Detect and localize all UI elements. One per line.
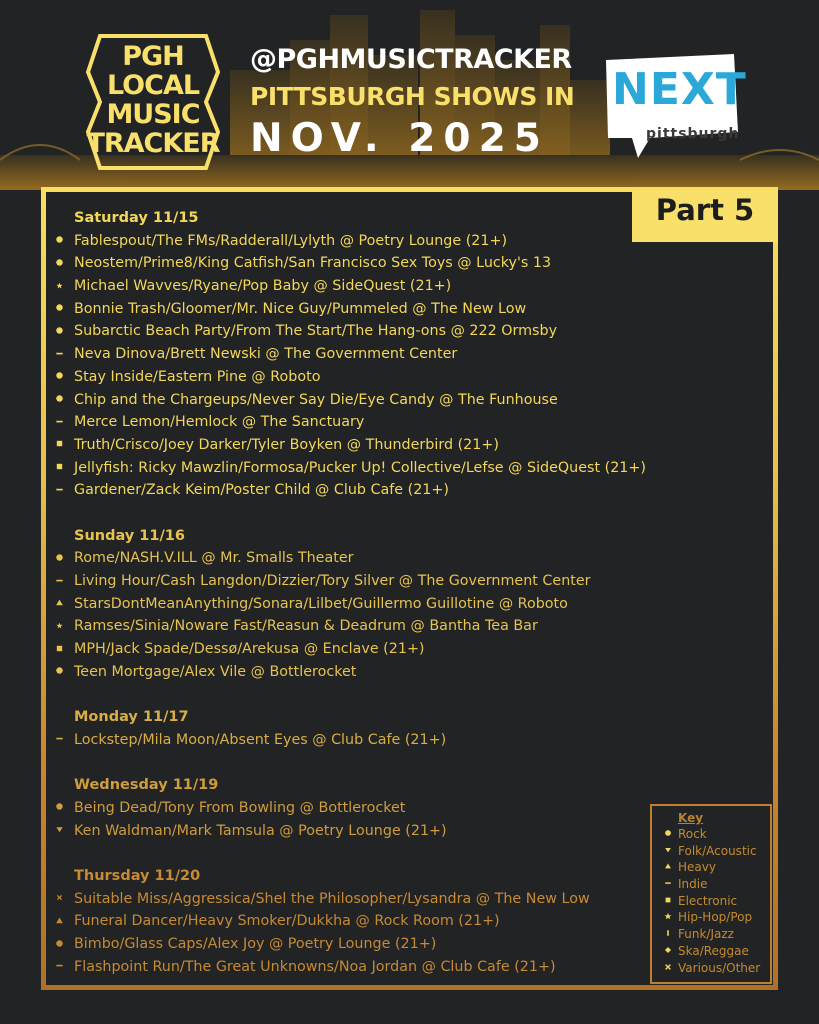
show-text: Gardener/Zack Keim/Poster Child @ Club Cafe (21+) bbox=[74, 482, 449, 499]
show-listing-row bbox=[54, 389, 654, 412]
indie-genre-icon bbox=[664, 876, 672, 893]
show-text: Stay Inside/Eastern Pine @ Roboto bbox=[74, 368, 321, 385]
folk-genre-icon bbox=[664, 843, 672, 860]
indie-genre-icon bbox=[54, 343, 64, 366]
show-listing-row bbox=[54, 298, 654, 321]
show-text: Chip and the Chargeups/Never Say Die/Eye Candy @ The Funhouse bbox=[74, 391, 558, 408]
show-text: Bonnie Trash/Gloomer/Mr. Nice Guy/Pummeled @ The New Low bbox=[74, 300, 527, 317]
show-listing-row bbox=[54, 411, 654, 434]
show-listing-row bbox=[54, 570, 654, 593]
show-listing-row bbox=[54, 252, 654, 275]
rock-genre-icon bbox=[54, 933, 64, 956]
day-heading: Saturday 11/15 bbox=[74, 210, 199, 226]
electronic-genre-icon bbox=[664, 893, 672, 910]
show-text: Merce Lemon/Hemlock @ The Sanctuary bbox=[74, 414, 365, 431]
key-item-label: Ska/Reggae bbox=[678, 943, 749, 958]
rock-genre-icon bbox=[54, 366, 64, 389]
various-genre-icon bbox=[54, 888, 64, 911]
social-handle: @PGHMUSICTRACKER bbox=[250, 44, 572, 75]
show-text: Rome/NASH.V.ILL @ Mr. Smalls Theater bbox=[74, 550, 354, 567]
show-text: Jellyfish: Ricky Mawzlin/Formosa/Pucker Up! Collective/Lefse @ SideQuest (21+) bbox=[74, 459, 646, 476]
show-text: StarsDontMeanAnything/Sonara/Lilbet/Guillermo Guillotine @ Roboto bbox=[74, 595, 568, 612]
heavy-genre-icon bbox=[54, 910, 64, 933]
day-heading: Sunday 11/16 bbox=[74, 527, 185, 544]
day-heading: Thursday 11/20 bbox=[74, 867, 201, 884]
show-text: Michael Wavves/Ryane/Pop Baby @ SideQuest (21+) bbox=[74, 278, 452, 295]
show-listing-row bbox=[54, 661, 654, 684]
key-item bbox=[664, 843, 770, 860]
hiphop-genre-icon bbox=[54, 275, 64, 298]
hiphop-genre-icon bbox=[54, 615, 64, 638]
indie-genre-icon bbox=[54, 956, 64, 979]
show-text: Ken Waldman/Mark Tamsula @ Poetry Lounge (21+) bbox=[74, 822, 447, 839]
key-item-label: Various/Other bbox=[678, 960, 761, 975]
heavy-genre-icon bbox=[664, 859, 672, 876]
key-item-label: Hip-Hop/Pop bbox=[678, 910, 753, 925]
key-item bbox=[664, 943, 770, 960]
key-item bbox=[664, 926, 770, 943]
heavy-genre-icon bbox=[54, 593, 64, 616]
rock-genre-icon bbox=[54, 547, 64, 570]
key-item-label: Heavy bbox=[678, 860, 716, 875]
header-banner bbox=[0, 0, 819, 190]
key-item bbox=[664, 893, 770, 910]
electronic-genre-icon bbox=[54, 457, 64, 480]
day-spacer bbox=[54, 752, 654, 775]
show-listing-row bbox=[54, 956, 654, 979]
day-spacer bbox=[54, 842, 654, 865]
key-item-label: Electronic bbox=[678, 893, 738, 908]
show-listing-row bbox=[54, 615, 654, 638]
show-text: Neva Dinova/Brett Newski @ The Government Center bbox=[74, 346, 458, 363]
indie-genre-icon bbox=[54, 570, 64, 593]
rock-genre-icon bbox=[54, 320, 64, 343]
show-text: Fablespout/The FMs/Radderall/Lylyth @ Poetry Lounge (21+) bbox=[74, 232, 508, 249]
key-item-label: Indie bbox=[678, 877, 708, 892]
day-heading: Monday 11/17 bbox=[74, 709, 189, 726]
show-text: Flashpoint Run/The Great Unknowns/Noa Jordan @ Club Cafe (21+) bbox=[74, 958, 556, 975]
show-text: Lockstep/Mila Moon/Absent Eyes @ Club Cafe (21+) bbox=[74, 731, 447, 748]
indie-genre-icon bbox=[54, 411, 64, 434]
show-listing-row bbox=[54, 933, 654, 956]
month-title: NOV. 2025 bbox=[250, 116, 549, 161]
electronic-genre-icon bbox=[54, 434, 64, 457]
key-item bbox=[664, 859, 770, 876]
show-text: Living Hour/Cash Langdon/Dizzier/Tory Silver @ The Government Center bbox=[74, 573, 591, 589]
show-listing-row bbox=[54, 797, 654, 820]
key-item-label: Funk/Jazz bbox=[678, 927, 734, 942]
genre-key bbox=[650, 804, 772, 984]
show-listing-row bbox=[54, 320, 654, 343]
ska-genre-icon bbox=[664, 943, 672, 960]
next-logo-sub: pittsburgh bbox=[646, 126, 740, 142]
show-listing-row bbox=[54, 275, 654, 298]
hiphop-genre-icon bbox=[664, 909, 672, 926]
key-item-label: Rock bbox=[678, 827, 707, 841]
various-genre-icon bbox=[664, 960, 672, 977]
tracker-logo-text: PGH LOCAL MUSIC TRACKER bbox=[86, 41, 220, 159]
indie-genre-icon bbox=[54, 729, 64, 752]
show-text: Being Dead/Tony From Bowling @ Bottlerocket bbox=[74, 799, 406, 816]
funk-genre-icon bbox=[664, 926, 672, 943]
show-listing-row bbox=[54, 820, 654, 843]
show-listing-row bbox=[54, 366, 654, 389]
day-heading: Wednesday 11/19 bbox=[74, 777, 219, 794]
electronic-genre-icon bbox=[54, 638, 64, 661]
show-text: Ramses/Sinia/Noware Fast/Reasun & Deadrum @ Bantha Tea Bar bbox=[74, 618, 538, 635]
show-listing bbox=[54, 207, 654, 978]
day-spacer bbox=[54, 502, 654, 525]
key-item bbox=[664, 826, 770, 843]
key-item bbox=[664, 960, 770, 977]
part-label: Part 5 bbox=[655, 193, 755, 227]
show-listing-row bbox=[54, 434, 654, 457]
rock-genre-icon bbox=[54, 661, 64, 684]
rock-genre-icon bbox=[54, 252, 64, 275]
show-text: MPH/Jack Spade/Dessø/Arekusa @ Enclave (21+) bbox=[74, 641, 425, 658]
rock-genre-icon bbox=[664, 826, 672, 843]
rock-genre-icon bbox=[54, 797, 64, 820]
show-listing-row bbox=[54, 343, 654, 366]
next-logo-word: NEXT bbox=[612, 64, 747, 115]
show-listing-row bbox=[54, 230, 654, 253]
show-text: Neostem/Prime8/King Catfish/San Francisco Sex Toys @ Lucky's 13 bbox=[74, 255, 552, 272]
rock-genre-icon bbox=[54, 230, 64, 253]
show-listing-row bbox=[54, 479, 654, 502]
show-listing-row bbox=[54, 888, 654, 911]
show-text: Teen Mortgage/Alex Vile @ Bottlerocket bbox=[74, 663, 357, 680]
day-spacer bbox=[54, 683, 654, 706]
indie-genre-icon bbox=[54, 479, 64, 502]
show-text: Bimbo/Glass Caps/Alex Joy @ Poetry Lounge (21+) bbox=[74, 936, 437, 952]
show-listing-row bbox=[54, 457, 654, 480]
show-text: Subarctic Beach Party/From The Start/The Hang-ons @ 222 Ormsby bbox=[74, 323, 558, 340]
page-subtitle: PITTSBURGH SHOWS IN bbox=[250, 82, 575, 111]
show-listing-row bbox=[54, 638, 654, 661]
show-text: Suitable Miss/Aggressica/Shel the Philosopher/Lysandra @ The New Low bbox=[74, 890, 590, 907]
show-text: Funeral Dancer/Heavy Smoker/Dukkha @ Rock Room (21+) bbox=[74, 913, 500, 930]
rock-genre-icon bbox=[54, 298, 64, 321]
key-item-label: Folk/Acoustic bbox=[678, 843, 757, 858]
folk-genre-icon bbox=[54, 820, 64, 843]
show-listing-row bbox=[54, 547, 654, 570]
key-item bbox=[664, 876, 770, 893]
rock-genre-icon bbox=[54, 389, 64, 412]
show-listing-row bbox=[54, 593, 654, 616]
key-item bbox=[664, 909, 770, 926]
show-text: Truth/Crisco/Joey Darker/Tyler Boyken @ Thunderbird (21+) bbox=[74, 436, 499, 453]
show-listing-row bbox=[54, 729, 654, 752]
key-title: Key bbox=[678, 811, 704, 825]
show-listing-row bbox=[54, 910, 654, 933]
